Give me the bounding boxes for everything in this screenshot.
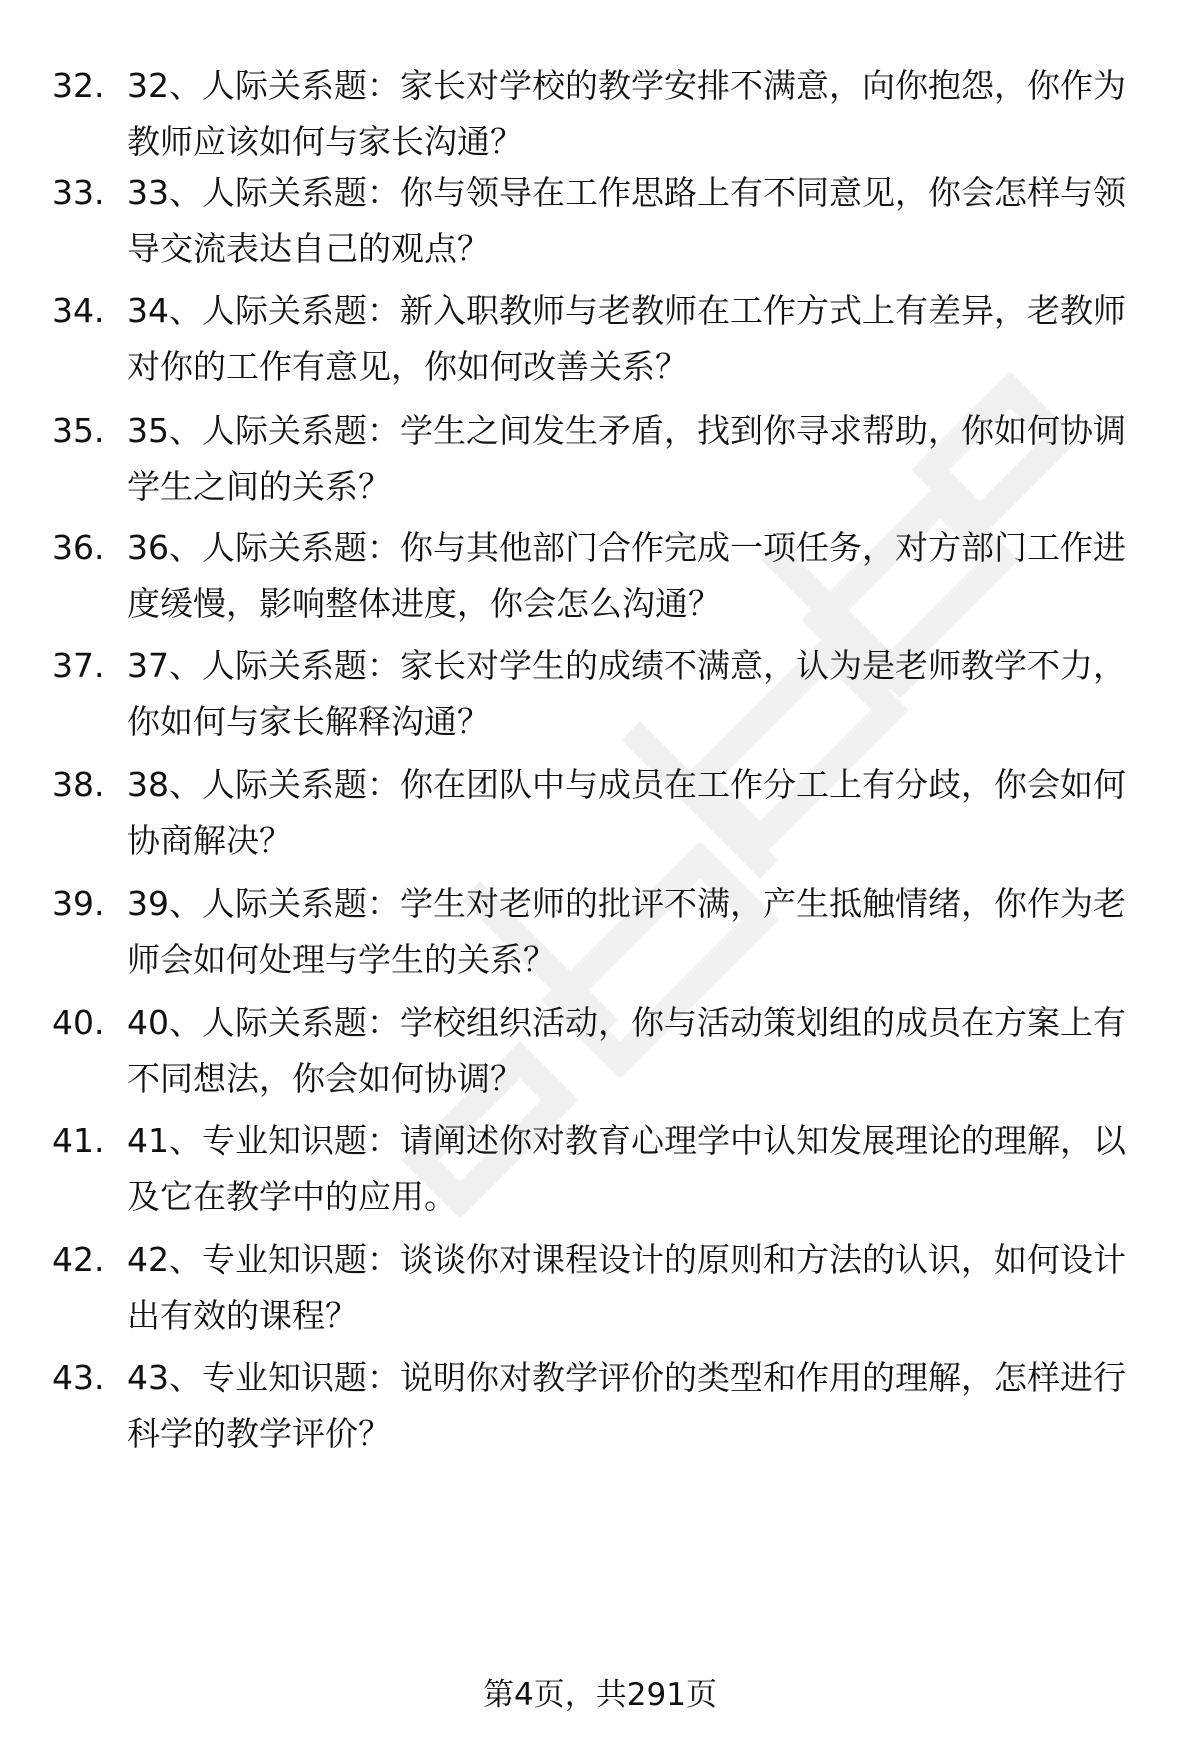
question-item	[0, 58, 1200, 178]
question-item	[0, 1350, 1200, 1470]
question-item	[0, 638, 1200, 758]
question-item	[0, 403, 1200, 523]
question-item	[0, 876, 1200, 996]
question-number: 41.	[52, 1121, 105, 1160]
question-text: 39、人际关系题：学生对老师的批评不满，产生抵触情绪，你作为老师会如何处理与学生的关系？	[127, 884, 1126, 979]
question-number: 43.	[52, 1358, 105, 1397]
question-number: 40.	[52, 1003, 105, 1042]
question-item	[0, 757, 1200, 877]
question-text: 43、专业知识题：说明你对教学评价的类型和作用的理解，怎样进行科学的教学评价？	[127, 1358, 1126, 1453]
page-footer: 第4页，共291页	[483, 1677, 717, 1713]
question-text: 41、专业知识题：请阐述你对教育心理学中认知发展理论的理解，以及它在教学中的应用。	[127, 1121, 1126, 1216]
question-text: 34、人际关系题：新入职教师与老教师在工作方式上有差异，老教师对你的工作有意见，你如何改善关系？	[127, 291, 1126, 386]
question-text: 35、人际关系题：学生之间发生矛盾，找到你寻求帮助，你如何协调学生之间的关系？	[127, 411, 1126, 506]
question-number: 34.	[52, 291, 105, 330]
question-item	[0, 520, 1200, 640]
question-item	[0, 995, 1200, 1115]
question-text: 36、人际关系题：你与其他部门合作完成一项任务，对方部门工作进度缓慢，影响整体进度，你会怎么沟通？	[127, 528, 1126, 623]
question-item	[0, 1113, 1200, 1233]
question-text: 32、人际关系题：家长对学校的教学安排不满意，向你抱怨，你作为教师应该如何与家长沟通？	[127, 66, 1126, 161]
question-number: 32.	[52, 66, 105, 105]
question-item	[0, 283, 1200, 403]
question-number: 39.	[52, 884, 105, 923]
question-number: 35.	[52, 411, 105, 450]
question-number: 36.	[52, 528, 105, 567]
question-number: 37.	[52, 646, 105, 685]
question-number: 42.	[52, 1240, 105, 1279]
question-number: 33.	[52, 173, 105, 212]
question-item	[0, 165, 1200, 285]
question-text: 37、人际关系题：家长对学生的成绩不满意，认为是老师教学不力，你如何与家长解释沟通？	[127, 646, 1126, 741]
question-number: 38.	[52, 765, 105, 804]
question-text: 33、人际关系题：你与领导在工作思路上有不同意见，你会怎样与领导交流表达自己的观点？	[127, 173, 1126, 268]
question-text: 38、人际关系题：你在团队中与成员在工作分工上有分歧，你会如何协商解决？	[127, 765, 1126, 860]
question-text: 42、专业知识题：谈谈你对课程设计的原则和方法的认识，如何设计出有效的课程？	[127, 1240, 1126, 1335]
question-item	[0, 1232, 1200, 1352]
question-text: 40、人际关系题：学校组织活动，你与活动策划组的成员在方案上有不同想法，你会如何协调？	[127, 1003, 1126, 1098]
